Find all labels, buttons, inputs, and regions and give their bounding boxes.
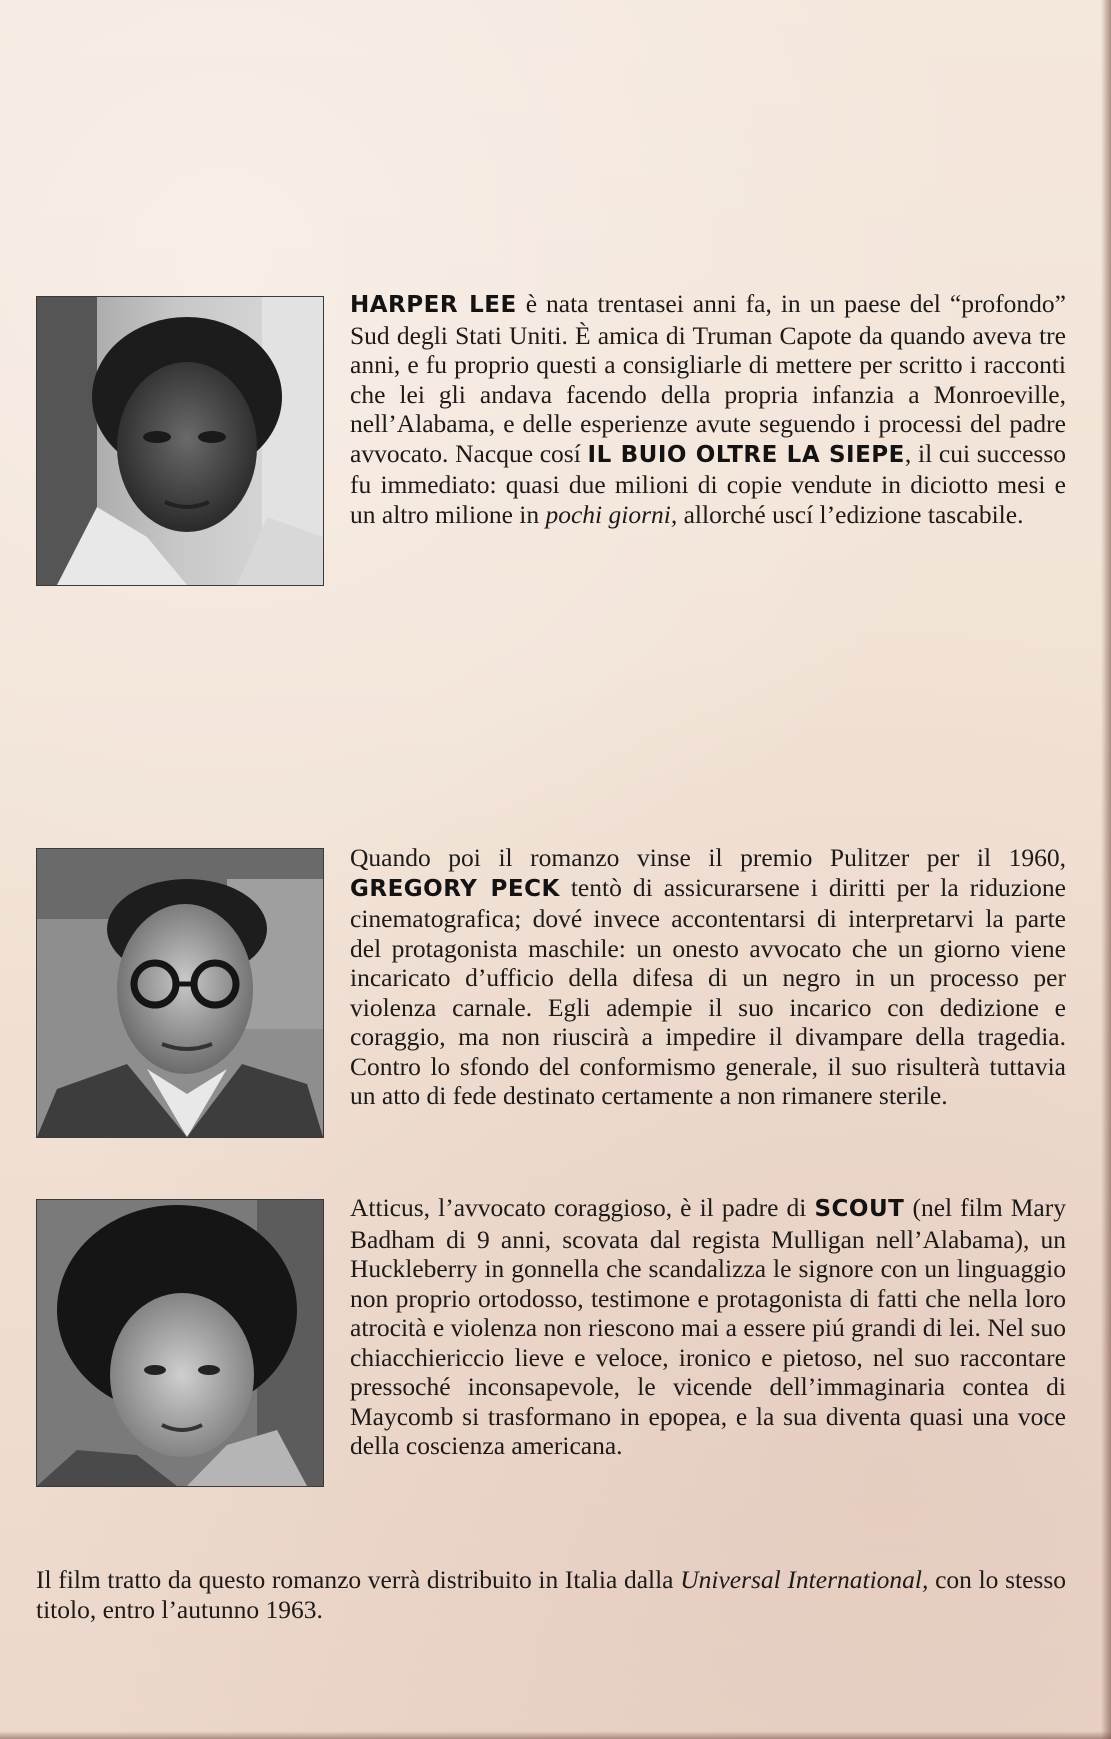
book-title: IL BUIO OLTRE LA SIEPE bbox=[587, 441, 905, 468]
gregory-peck-text-1: Quando poi il romanzo vinse il premio Pulitzer per il 1960, bbox=[350, 843, 1066, 872]
gregory-peck-photo bbox=[36, 848, 324, 1138]
gregory-peck-bio bbox=[350, 843, 1066, 1111]
footer-text-2: con lo stesso titolo, entro l’autunno 1963. bbox=[36, 1565, 1067, 1624]
distributor-name: Universal International, bbox=[680, 1565, 929, 1594]
film-distribution-note bbox=[36, 1565, 1066, 1625]
harper-lee-bio bbox=[350, 289, 1066, 529]
scout-text-1: Atticus, l’avvocato coraggioso, è il padre di bbox=[350, 1193, 815, 1222]
page-edge-shadow-bottom bbox=[0, 1731, 1111, 1739]
harper-lee-italic-text: pochi giorni, bbox=[545, 499, 678, 529]
gregory-peck-text-2: tentò di assicurarsene i diritti per la riduzione cinematografica; dové invece accontentarsi di interpretarvi la parte del protagonista maschile: un onesto avvocato che un giorno viene incaricato d’ufficio della difesa di un negro in un processo per violenza carnale. Egli adempie il suo incarico con dedizione e coraggio, ma non riuscirà a impedire il divampare della tragedia. Contro lo sfondo del conformismo generale, il suo risulterà tuttavia un atto di fede destinato certamente a non rimanere sterile. bbox=[350, 872, 1066, 1110]
scout-text-2: (nel film Mary Badham di 9 anni, scovata dal regista Mulligan nell’Alabama), un Huckleberry in gonnella che scandalizza le signore con un linguaggio non proprio ortodosso, testimone e protagonista di fatti che nella loro atrocità e violenza non riescono mai a essere piú grandi di lei. Nel suo chiacchiericcio lieve e veloce, ironico e pietoso, nel suo raccontare pressoché inconsapevole, le vicende dell’immaginaria contea di Maycomb si trasformano in epopea, e la sua diventa quasi una voce della coscienza americana. bbox=[350, 1193, 1066, 1460]
harper-lee-photo bbox=[36, 296, 324, 586]
harper-lee-text-3: allorché uscí l’edizione tascabile. bbox=[677, 499, 1024, 529]
gregory-peck-name: GREGORY PECK bbox=[350, 875, 560, 902]
harper-lee-text-1: è nata trentasei anni fa, in un paese del “profondo” Sud degli Stati Uniti. È amica di Truman Capote da quando aveva tre anni, e fu proprio questi a consigliarle di mettere per scritto i racconti che lei gli andava facendo della propria infanzia a Monroeville, nell’Alabama, e delle esperienze avute seguendo i processi del padre avvocato. Nacque cosí bbox=[350, 289, 1066, 468]
harper-lee-text-2: , il cui successo fu immediato: quasi due milioni di copie vendute in diciotto mesi e un altro milione in bbox=[350, 438, 1066, 529]
page-edge-shadow-right bbox=[1101, 0, 1111, 1739]
scout-bio bbox=[350, 1193, 1066, 1461]
scout-photo bbox=[36, 1199, 324, 1487]
harper-lee-name: HARPER LEE bbox=[350, 292, 517, 318]
scout-name: SCOUT bbox=[814, 1196, 905, 1222]
footer-text-1: Il film tratto da questo romanzo verrà distribuito in Italia dalla bbox=[36, 1565, 681, 1594]
